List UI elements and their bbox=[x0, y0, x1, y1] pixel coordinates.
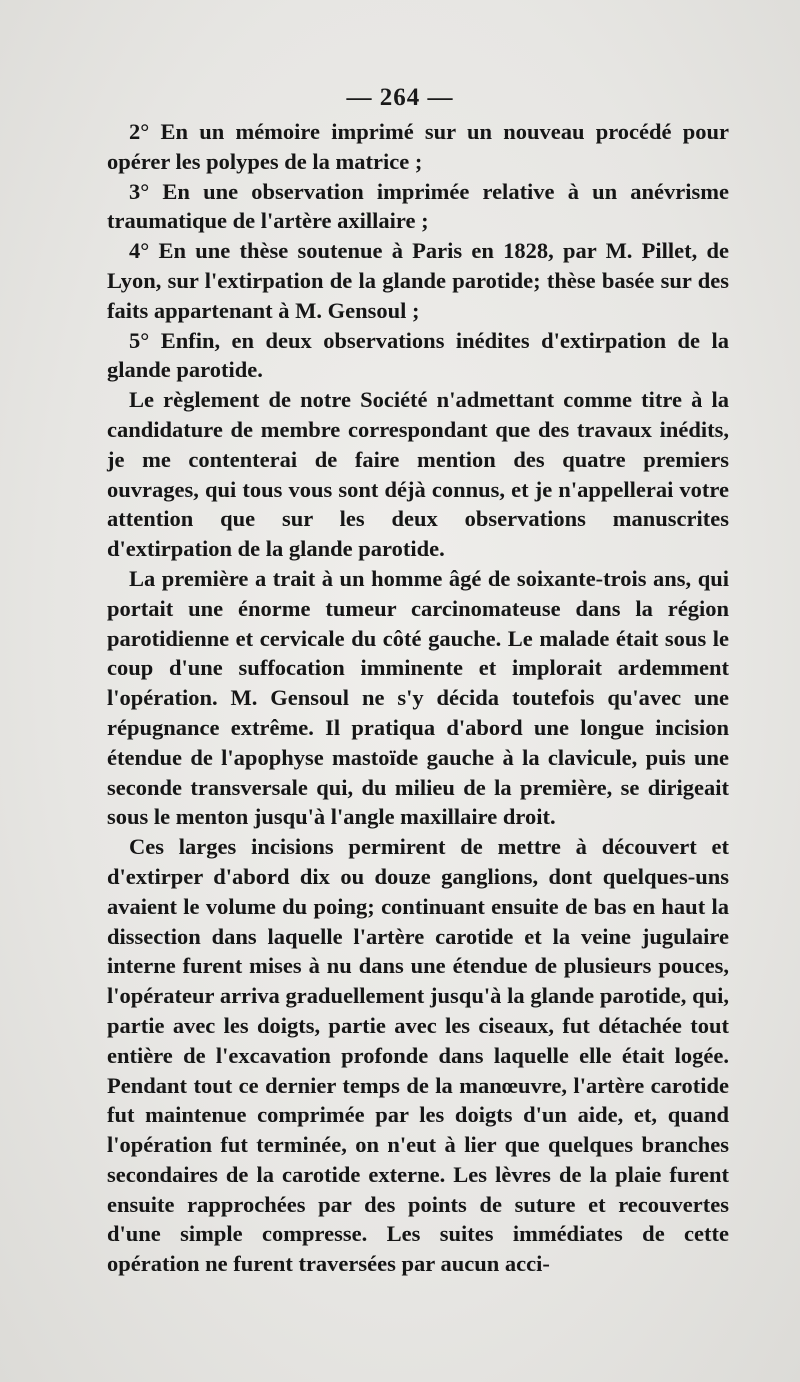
paragraph: Ces larges incisions permirent de mettre à découvert et d'extirper d'abord dix ou douze ganglions, dont quelques-uns avaient le volume du poing; continuant ensuite de bas en haut la dissection dans laquelle l'artère carotide et la veine jugulaire interne furent mises à nu dans une étendue de plusieurs pouces, l'opérateur arriva graduellement jusqu'à la glande parotide, qui, partie avec les doigts, partie avec les ciseaux, fut détachée tout entière de l'excavation profonde dans laquelle elle était logée. Pendant tout ce dernier temps de la manœuvre, l'artère carotide fut maintenue comprimée par les doigts d'un aide, et, quand l'opération fut terminée, on n'eut à lier que quelques branches secondaires de la carotide externe. Les lèvres de la plaie furent ensuite rapprochées par des points de suture et recouvertes d'une simple compresse. Les suites immédiates de cette opération ne furent traversées par aucun acci- bbox=[107, 834, 729, 1277]
paragraph: 4° En une thèse soutenue à Paris en 1828, par M. Pillet, de Lyon, sur l'extirpation de la glande parotide; thèse basée sur des faits appartenant à M. Gensoul ; bbox=[107, 238, 729, 323]
paragraph: 2° En un mémoire imprimé sur un nouveau procédé pour opérer les polypes de la matrice ; bbox=[107, 119, 729, 174]
paragraph: 3° En une observation imprimée relative à un anévrisme traumatique de l'artère axillaire ; bbox=[107, 178, 729, 234]
paragraph: La première a trait à un homme âgé de soixante-trois ans, qui portait une énorme tumeur carcinomateuse dans la région parotidienne et cervicale du côté gauche. Le malade était sous le coup d'une suffocation imminente et implorait ardemment l'opération. M. Gensoul ne s'y décida toutefois qu'avec une répugnance extrême. Il pratiqua d'abord une longue incision étendue de l'apophyse mastoïde gauche à la clavicule, puis une seconde transversale qui, du milieu de la première, se dirigeait sous le menton jusqu'à l'angle maxillaire droit. bbox=[107, 565, 729, 830]
paragraph: Le règlement de notre Société n'admettant comme titre à la candidature de membre correspondant que des travaux inédits, je me contenterai de faire mention des quatre premiers ouvrages, qui tous vous sont déjà connus, et je n'appellerai votre attention que sur les deux observations manuscrites d'extirpation de la glande parotide. bbox=[107, 387, 729, 562]
body-text bbox=[107, 117, 729, 1279]
page-number: — 264 — bbox=[346, 84, 454, 111]
paragraph: 5° Enfin, en deux observations inédites d'extirpation de la glande parotide. bbox=[107, 327, 729, 383]
